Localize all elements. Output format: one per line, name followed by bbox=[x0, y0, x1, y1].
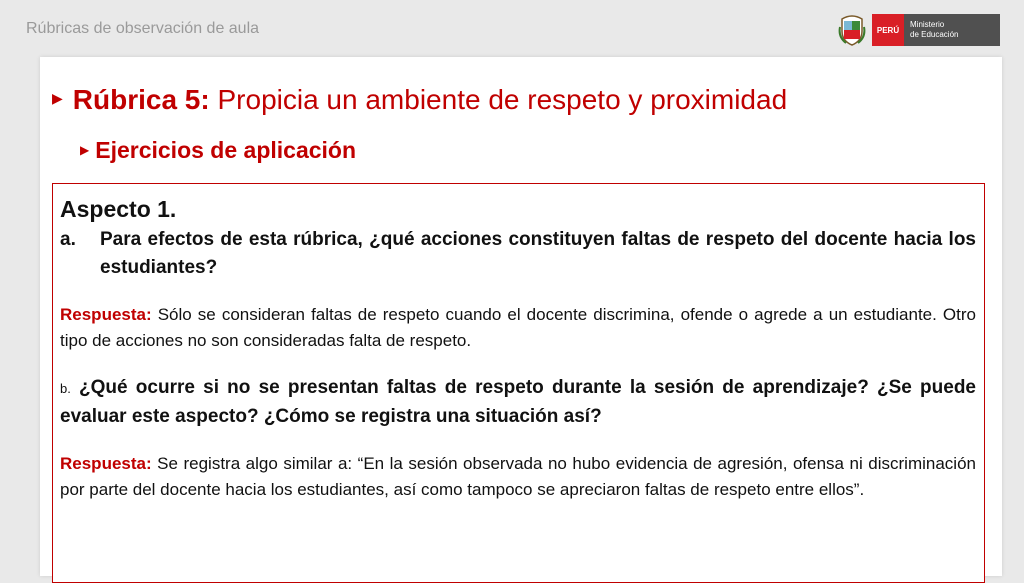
slide-heading bbox=[52, 84, 787, 116]
header-title: Rúbricas de observación de aula bbox=[26, 20, 260, 37]
bullet-arrow-icon: ▶ bbox=[52, 90, 63, 106]
answer-label: Respuesta: bbox=[60, 305, 152, 324]
answer-b-text: Se registra algo similar a: “En la sesión observada no hubo evidencia de agresión, ofensa ni discriminación por parte del docente hacia los estudiantes, así como tampoco se apreciaron faltas de respeto entre ellos”. bbox=[60, 454, 976, 499]
logo-country: PERÚ bbox=[872, 14, 904, 46]
question-b bbox=[60, 374, 976, 431]
heading-strong: Rúbrica 5: bbox=[72, 84, 210, 115]
slide-subheading bbox=[80, 137, 356, 164]
answer-a bbox=[60, 302, 976, 354]
logo-ministry-line2: de Educación bbox=[910, 30, 959, 39]
question-b-letter: b. bbox=[60, 381, 71, 396]
answer-b bbox=[60, 451, 976, 503]
aspect-title: Aspecto 1. bbox=[60, 196, 177, 222]
question-b-text: ¿Qué ocurre si no se presentan faltas de respeto durante la sesión de aprendizaje? ¿Se puede evaluar este aspecto? ¿Cómo se registra una situación así? bbox=[60, 377, 976, 427]
logo-ministry bbox=[904, 14, 1000, 46]
question-a-letter: a. bbox=[60, 229, 76, 250]
answer-a-text: Sólo se consideran faltas de respeto cuando el docente discrimina, ofende o agrede a un estudiante. Otro tipo de acciones no son consideradas falta de respeto. bbox=[60, 305, 976, 350]
ministry-logo bbox=[838, 12, 1000, 48]
subheading-text: Ejercicios de aplicación bbox=[95, 137, 357, 163]
coat-of-arms-icon bbox=[838, 13, 866, 47]
exercise-content bbox=[60, 196, 976, 503]
bullet-arrow-icon: ▶ bbox=[80, 143, 90, 157]
question-a-text: Para efectos de esta rúbrica, ¿qué acciones constituyen faltas de respeto del docente hacia los estudiantes? bbox=[100, 229, 976, 278]
heading-rest: Propicia un ambiente de respeto y proximidad bbox=[209, 84, 788, 115]
logo-ministry-line1: Ministerio bbox=[910, 20, 945, 29]
question-a bbox=[60, 226, 976, 282]
answer-label: Respuesta: bbox=[60, 454, 152, 473]
